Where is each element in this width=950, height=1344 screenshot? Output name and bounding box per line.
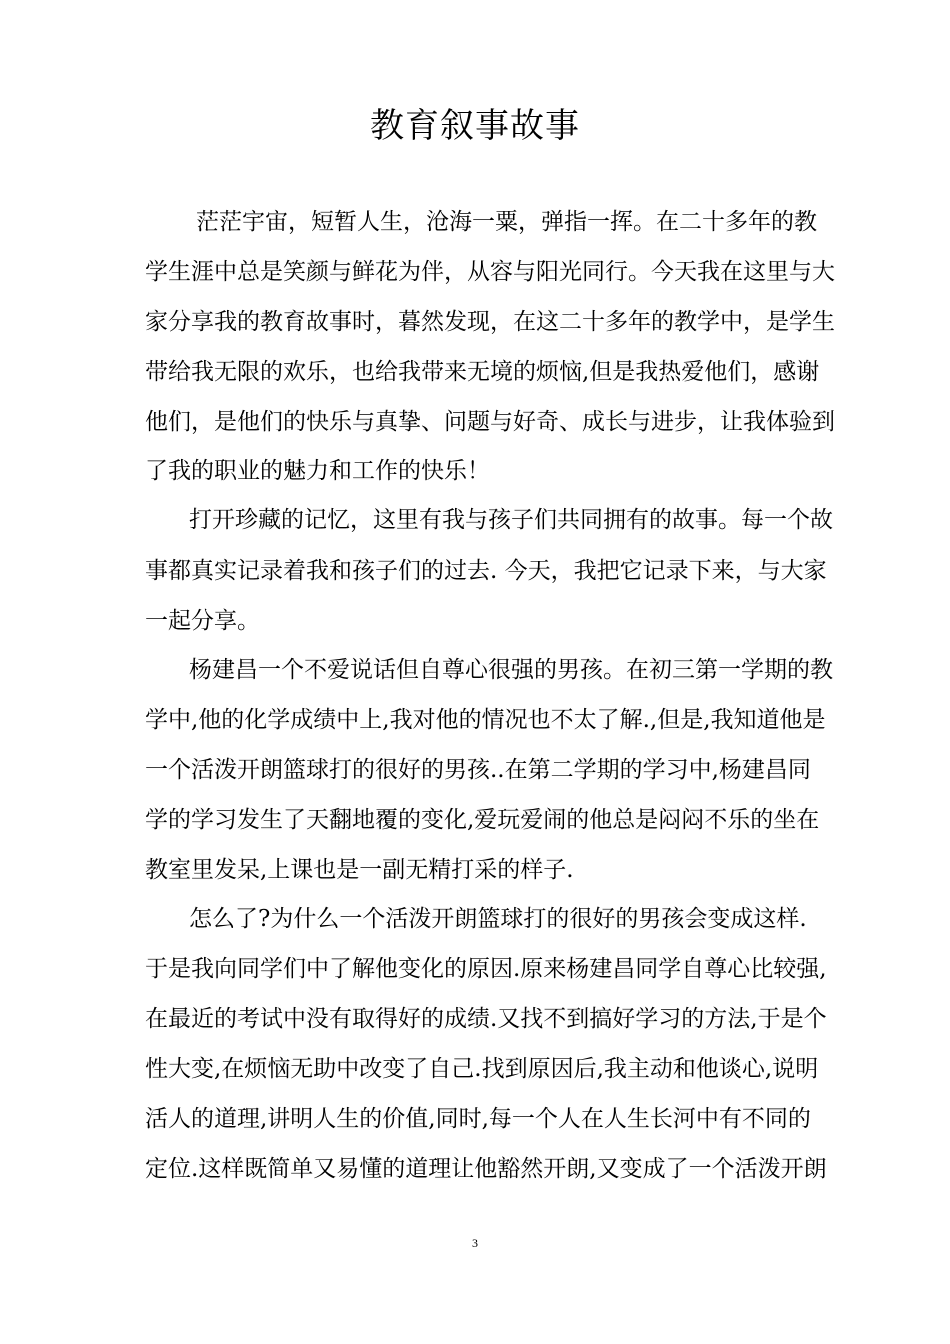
paragraph-2-line-3: 一起分享。 [145, 608, 260, 634]
paragraph-4-line-2: 于是我向同学们中了解他变化的原因.原来杨建昌同学自尊心比较强, [145, 956, 827, 982]
paragraph-3-line-3: 一个活泼开朗篮球打的很好的男孩..在第二学期的学习中,杨建昌同 [145, 757, 811, 783]
paragraph-3-line-2: 学中,他的化学成绩中上,我对他的情况也不太了解.,但是,我知道他是 [145, 707, 826, 733]
paragraph-4-line-5: 活人的道理,讲明人生的价值,同时,每一个人在人生长河中有不同的 [145, 1106, 811, 1132]
paragraph-1-line-3: 家分享我的教育故事时，暮然发现，在这二十多年的教学中，是学生 [145, 309, 835, 335]
paragraph-1-line-1: 茫茫宇宙，短暂人生，沧海一粟，弹指一挥。在二十多年的教 [196, 209, 817, 235]
paragraph-4-line-4: 性大变,在烦恼无助中改变了自己.找到原因后,我主动和他谈心,说明 [145, 1056, 819, 1082]
paragraph-4-line-3: 在最近的考试中没有取得好的成绩.又找不到搞好学习的方法,于是个 [145, 1006, 827, 1032]
paragraph-3-line-5: 教室里发呆,上课也是一副无精打采的样子. [145, 857, 574, 883]
paragraph-4-line-1: 怎么了?为什么一个活泼开朗篮球打的很好的男孩会变成这样. [189, 906, 807, 932]
paragraph-1-line-4: 带给我无限的欢乐，也给我带来无境的烦恼,但是我热爱他们，感谢 [145, 359, 820, 385]
paragraph-1-line-5: 他们，是他们的快乐与真挚、问题与好奇、成长与进步，让我体验到 [145, 409, 835, 435]
paragraph-3-line-1: 杨建昌一个不爱说话但自尊心很强的男孩。在初三第一学期的教 [189, 657, 833, 683]
page-number: 3 [472, 1236, 478, 1250]
paragraph-2-line-1: 打开珍藏的记忆，这里有我与孩子们共同拥有的故事。每一个故 [189, 507, 833, 533]
paragraph-4-line-6: 定位.这样既简单又易懂的道理让他豁然开朗,又变成了一个活泼开朗 [145, 1156, 827, 1182]
paragraph-3-line-4: 学的学习发生了天翻地覆的变化,爱玩爱闹的他总是闷闷不乐的坐在 [145, 807, 820, 833]
document-title: 教育叙事故事 [370, 106, 580, 146]
paragraph-1-line-2: 学生涯中总是笑颜与鲜花为伴，从容与阳光同行。今天我在这里与大 [145, 259, 835, 285]
paragraph-1-line-6: 了我的职业的魅力和工作的快乐！ [145, 458, 490, 484]
paragraph-2-line-2: 事都真实记录着我和孩子们的过去. 今天，我把它记录下来，与大家 [145, 558, 827, 584]
